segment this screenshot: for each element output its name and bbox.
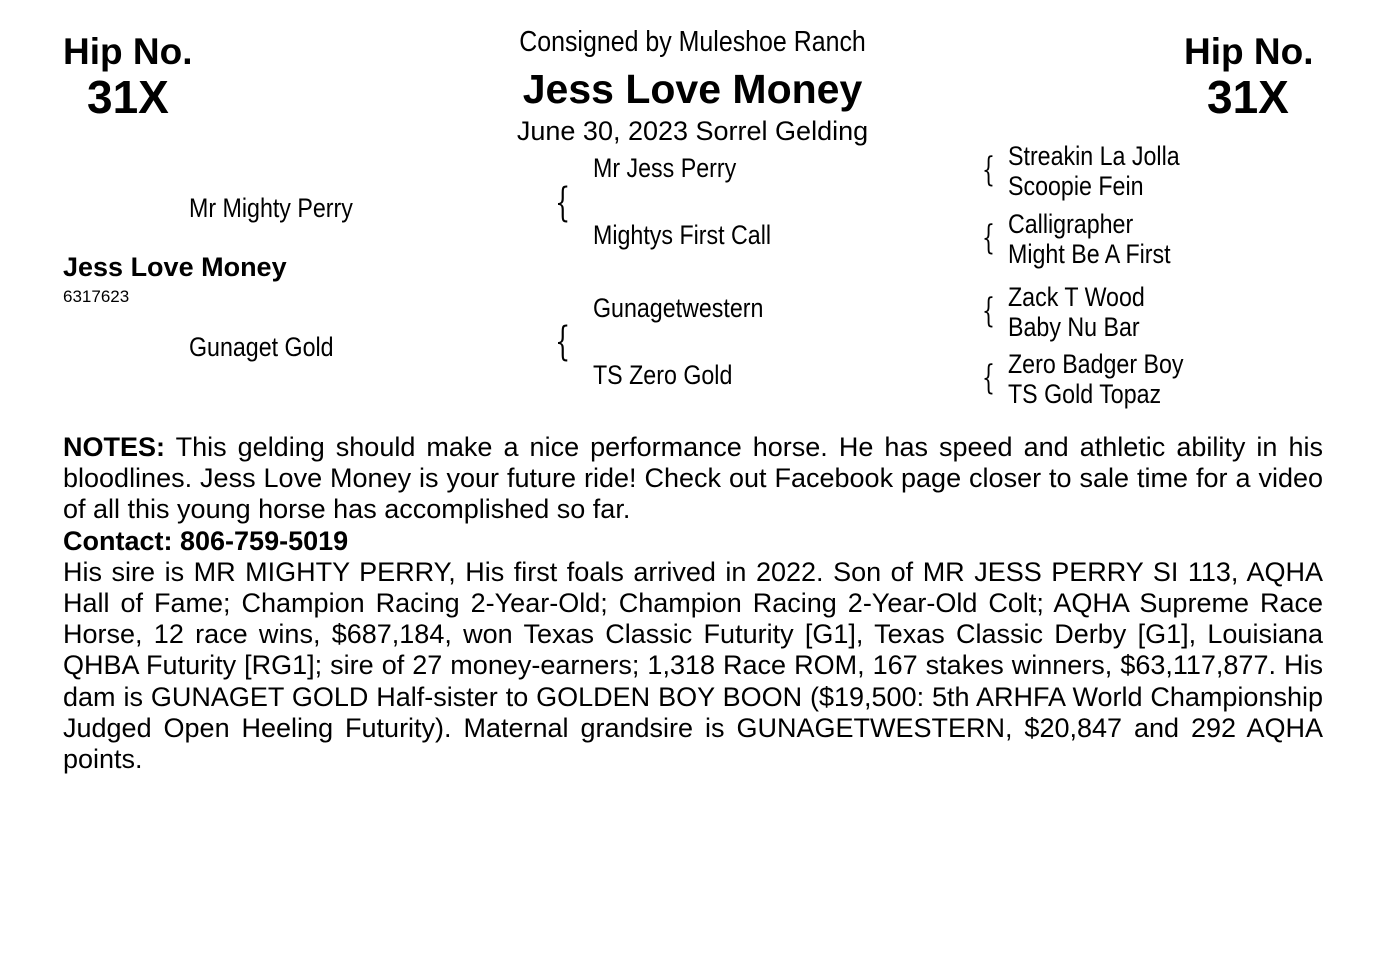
hip-number-right: 31X bbox=[1207, 71, 1289, 123]
pedigree-g3-6: Baby Nu Bar bbox=[1008, 312, 1140, 342]
horse-title: Jess Love Money bbox=[522, 66, 863, 112]
notes-text: This gelding should make a nice performance horse. He has speed and athletic ability in his bloodlines. Jess Love Money is your future ride! Check out Facebook page closer to sale time for a video of all this young horse has accomplished so far. bbox=[63, 432, 1324, 525]
brace-gen3-2: { bbox=[982, 218, 995, 258]
foaling-description: June 30, 2023 Sorrel Gelding bbox=[516, 116, 869, 146]
pedigree-sire-dam: Mightys First Call bbox=[593, 220, 772, 250]
pedigree-sire: Mr Mighty Perry bbox=[189, 193, 353, 223]
pedigree-g3-1: Streakin La Jolla bbox=[1008, 141, 1180, 171]
pedigree-g3-7: Zero Badger Boy bbox=[1008, 349, 1184, 379]
notes-label: NOTES: bbox=[63, 432, 166, 462]
hip-label-right: Hip No. bbox=[1184, 31, 1314, 72]
pedigree-g3-5: Zack T Wood bbox=[1008, 282, 1145, 312]
pedigree-g3-4: Might Be A First bbox=[1008, 239, 1171, 269]
hip-label-left: Hip No. bbox=[63, 31, 193, 72]
notes-section bbox=[63, 432, 1323, 775]
pedigree-sire-sire: Mr Jess Perry bbox=[593, 153, 737, 183]
notes-paragraph bbox=[63, 432, 1323, 526]
consignor-line: Consigned by Muleshoe Ranch bbox=[519, 26, 866, 58]
contact-line: Contact: 806-759-5019 bbox=[63, 525, 349, 556]
hip-number-left: 31X bbox=[87, 71, 169, 123]
brace-dam-side: { bbox=[555, 319, 571, 365]
pedigree-g3-3: Calligrapher bbox=[1008, 209, 1134, 239]
brace-sire-side: { bbox=[555, 180, 571, 226]
brace-gen3-1: { bbox=[982, 150, 995, 190]
pedigree-horse-name: Jess Love Money bbox=[63, 252, 287, 282]
pedigree-dam-dam: TS Zero Gold bbox=[593, 360, 733, 390]
brace-gen3-4: { bbox=[982, 358, 995, 398]
pedigree-g3-2: Scoopie Fein bbox=[1008, 171, 1144, 201]
notes-body: His sire is MR MIGHTY PERRY, His first foals arrived in 2022. Son of MR JESS PERRY SI 113, AQHA Hall of Fame; Champion Racing 2-Year-Old; Champion Racing 2-Year-Old Colt; AQHA Supreme Race Horse, 12 race wins, $687,184, won Texas Classic Futurity [G1], Texas Classic Derby [G1], Louisiana QHBA Futurity [RG1]; sire of 27 money-earners; 1,318 Race ROM, 167 stakes winners, $63,117,877. His dam is GUNAGET GOLD Half-sister to GOLDEN BOY BOON ($19,500: 5th ARHFA World Championship Judged Open Heeling Futurity). Maternal grandsire is GUNAGETWESTERN, $20,847 and 292 AQHA points. bbox=[63, 556, 1323, 775]
pedigree-dam-sire: Gunagetwestern bbox=[593, 293, 764, 323]
registration-number: 6317623 bbox=[63, 287, 130, 306]
pedigree-dam: Gunaget Gold bbox=[189, 332, 334, 362]
brace-gen3-3: { bbox=[982, 291, 995, 331]
pedigree-g3-8: TS Gold Topaz bbox=[1008, 379, 1162, 409]
